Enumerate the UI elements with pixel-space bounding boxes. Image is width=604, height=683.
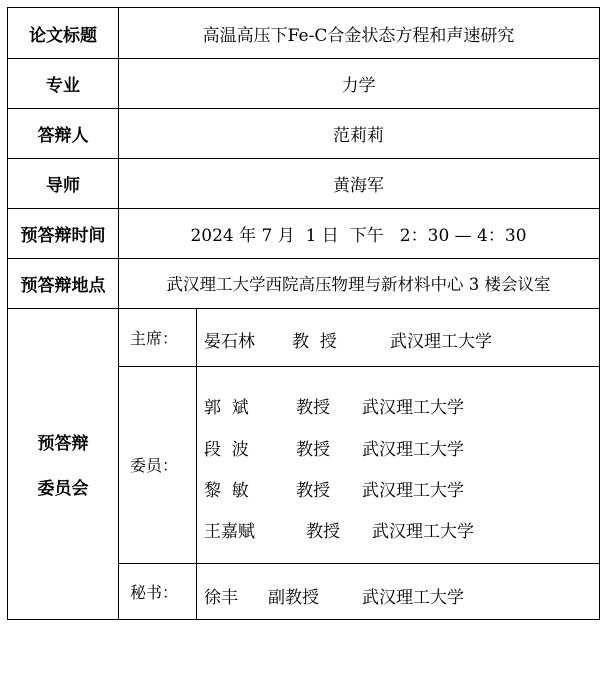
title-label: 论文标题 (29, 25, 97, 46)
chair-label: 主席： (130, 328, 179, 348)
major-label: 专业 (46, 75, 80, 96)
member-entry (204, 476, 594, 501)
member-entry (204, 517, 594, 542)
secretary-title: 副教授 (268, 588, 319, 608)
candidate-label: 答辩人 (37, 125, 89, 146)
committee-label (8, 308, 118, 619)
secretary-org: 武汉理工大学 (362, 588, 464, 608)
defense-info-table (7, 7, 600, 620)
advisor-label: 导师 (46, 175, 80, 196)
chair-entry (204, 327, 594, 352)
member-entry (204, 435, 594, 460)
member-title: 教授 (306, 522, 340, 542)
member-org: 武汉理工大学 (362, 440, 464, 460)
time-label: 预答辩时间 (20, 225, 106, 246)
secretary-label: 秘书： (130, 582, 179, 602)
member-name: 王嘉赋 (204, 522, 255, 542)
secretary-name: 徐丰 (204, 588, 238, 608)
member-name: 段 波 (204, 440, 249, 460)
location-label: 预答辩地点 (20, 275, 106, 296)
chair-org: 武汉理工大学 (390, 332, 492, 352)
member-title: 教授 (296, 398, 330, 418)
advisor-value: 黄海军 (333, 175, 384, 196)
major-value: 力学 (341, 75, 376, 96)
member-name: 郭 斌 (204, 398, 249, 418)
candidate-value: 范莉莉 (333, 125, 384, 146)
committee-label-line1: 预答辩 (37, 433, 89, 454)
committee-column-divider (196, 308, 197, 619)
member-title: 教授 (296, 481, 330, 501)
member-org: 武汉理工大学 (372, 522, 474, 542)
member-org: 武汉理工大学 (362, 481, 464, 501)
secretary-entry (204, 583, 594, 608)
member-entry (204, 393, 594, 418)
chair-title: 教 授 (292, 332, 337, 352)
member-org: 武汉理工大学 (362, 398, 464, 418)
members-label: 委员： (130, 456, 179, 475)
location-value: 武汉理工大学西院高压物理与新材料中心 3 楼会议室 (166, 275, 551, 294)
time-value: 2024 年 7 月 1 日 下午 2：30 — 4：30 (190, 225, 527, 246)
chair-name: 晏石林 (204, 332, 255, 352)
member-name: 黎 敏 (204, 481, 249, 501)
thesis-title: 高温高压下Fe-C合金状态方程和声速研究 (202, 25, 515, 46)
committee-label-line2: 委员会 (37, 478, 89, 499)
member-title: 教授 (296, 440, 330, 460)
